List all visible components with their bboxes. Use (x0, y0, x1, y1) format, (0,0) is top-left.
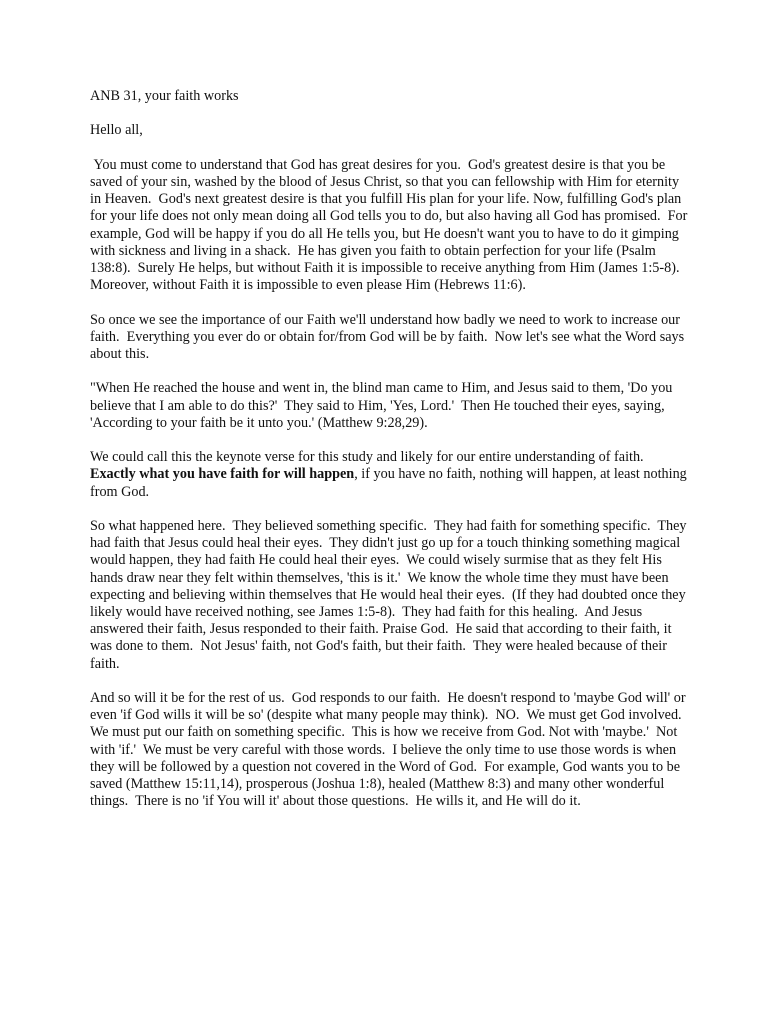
document-page (90, 88, 690, 828)
greeting: Hello all, (90, 122, 143, 139)
keynote-emphasis: Exactly what you have faith for will happen (90, 466, 355, 483)
paragraph-5: So what happened here. They believed something specific. They had faith for something specific. They had faith that Jesus could heal their eyes. They didn't just go up for a touch thinking something magical would happen, they had faith He could heal their eyes. We could wisely surmise that as they felt His hands draw near they felt within themselves, 'this is it.' We know the whole time they must have been expecting and believing within themselves that He would heal their eyes. (If they had doubted once they likely would have received nothing, see James 1:5-8). They had faith for this healing. And Jesus answered their faith, Jesus responded to their faith. Praise God. He said that according to their faith, it was done to them. Not Jesus' faith, not God's faith, but their faith. They were healed because of their faith. (90, 517, 691, 672)
paragraph-4-rest: , if you have no faith, nothing will happen, at least nothing from God. (90, 466, 691, 500)
paragraph-3: "When He reached the house and went in, the blind man came to Him, and Jesus said to them, 'Do you believe that I am able to do this?' They said to Him, 'Yes, Lord.' Then He touched their eyes, saying, 'According to your faith be it unto you.' (Matthew 9:28,29). (90, 380, 676, 431)
paragraph-6: And so will it be for the rest of us. God responds to our faith. He doesn't respond to 'maybe God will' or even 'if God wills it will be so' (despite what many people may think). NO. We must get God involved. We must put our faith on something specific. This is how we receive from God. Not with 'maybe.' Not with 'if.' We must be very careful with those words. I believe the only time to use those words is when they will be followed by a question not covered in the Word of God. For example, God wants you to be saved (Matthew 15:11,14), prosperous (Joshua 1:8), healed (Matthew 8:3) and many other wonderful things. There is no 'if You will it' about those questions. He wills it, and He will do it. (90, 690, 690, 810)
document-title: ANB 31, your faith works (90, 88, 239, 104)
paragraph-4 (90, 449, 690, 501)
paragraph-1: You must come to understand that God has great desires for you. God's greatest desire is that you be saved of your sin, washed by the blood of Jesus Christ, so that you can fellowship with Him for eternity in Heaven. God's next greatest desire is that you fulfill His plan for your life. Now, fulfilling God's plan for your life does not only mean doing all God tells you to do, but also having all God has promised. For example, God will be happy if you do all He tells you, but He doesn't want you to have to do it gimping with sickness and living in a shack. He has given you faith to obtain perfection for your life (Psalm 138:8). Surely He helps, but without Faith it is impossible to receive anything from Him (James 1:5-8). Moreover, without Faith it is impossible to even please Him (Hebrews 11:6). (90, 156, 691, 294)
paragraph-4-intro: We could call this the keynote verse for this study and likely for our entire understanding of faith. (90, 449, 651, 466)
paragraph-2: So once we see the importance of our Faith we'll understand how badly we need to work to increase our faith. Everything you ever do or obtain for/from God will be by faith. Now let's see what the Word says about this. (90, 311, 688, 362)
